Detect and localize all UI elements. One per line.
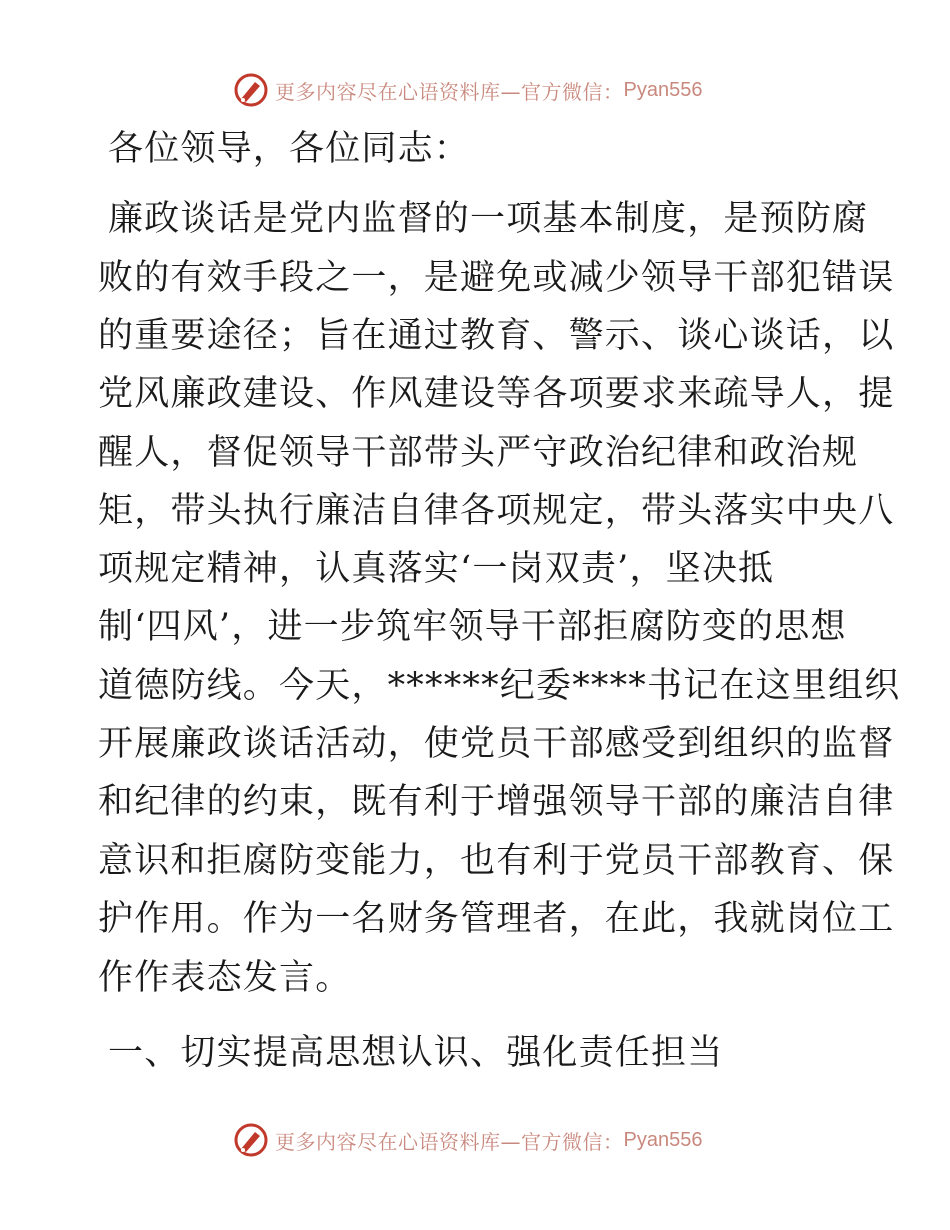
paragraph-line: 党风廉政建设、作风建设等各项要求来疏导人，提 [98,374,895,414]
watermark-text: 更多内容尽在心语资料库—官方微信： [275,1129,624,1154]
paragraph-line: 的重要途径；旨在通过教育、警示、谈心谈话，以 [98,316,895,356]
paragraph-line: 制‘四风’，进一步筑牢领导干部拒腐防变的思想 [98,607,847,647]
header-watermark [233,70,702,110]
paragraph-line: 道德防线。今天，******纪委****书记在这里组织 [98,666,901,706]
section-heading: 一、切实提高思想认识、强化责任担当 [108,1033,724,1073]
watermark-id: Pyan556 [623,1128,703,1151]
paragraph-line: 作作表态发言。 [98,958,352,998]
paragraph-line: 败的有效手段之一，是避免或减少领导干部犯错误 [98,258,895,298]
paragraph-line: 护作用。作为一名财务管理者，在此，我就岗位工 [98,899,895,939]
paragraph-line: 矩，带头执行廉洁自律各项规定，带头落实中央八 [98,491,895,531]
watermark-id: Pyan556 [623,78,703,101]
paragraph-line: 醒人，督促领导干部带头严守政治纪律和政治规 [98,433,859,473]
footer-watermark [233,1120,702,1160]
pen-logo-icon [233,1122,269,1158]
paragraph-line: 项规定精神，认真落实‘一岗双责’，坚决抵 [98,549,775,589]
watermark-text: 更多内容尽在心语资料库—官方微信： [275,79,624,104]
paragraph-line: 和纪律的约束，既有利于增强领导干部的廉洁自律 [98,782,895,822]
pen-logo-icon [233,72,269,108]
paragraph-line: 意识和拒腐防变能力，也有利于党员干部教育、保 [98,841,895,881]
paragraph-line: 廉政谈话是党内监督的一项基本制度，是预防腐 [108,199,869,239]
salutation: 各位领导，各位同志： [108,129,471,169]
paragraph-line: 开展廉政谈话活动，使党员干部感受到组织的监督 [98,724,895,764]
